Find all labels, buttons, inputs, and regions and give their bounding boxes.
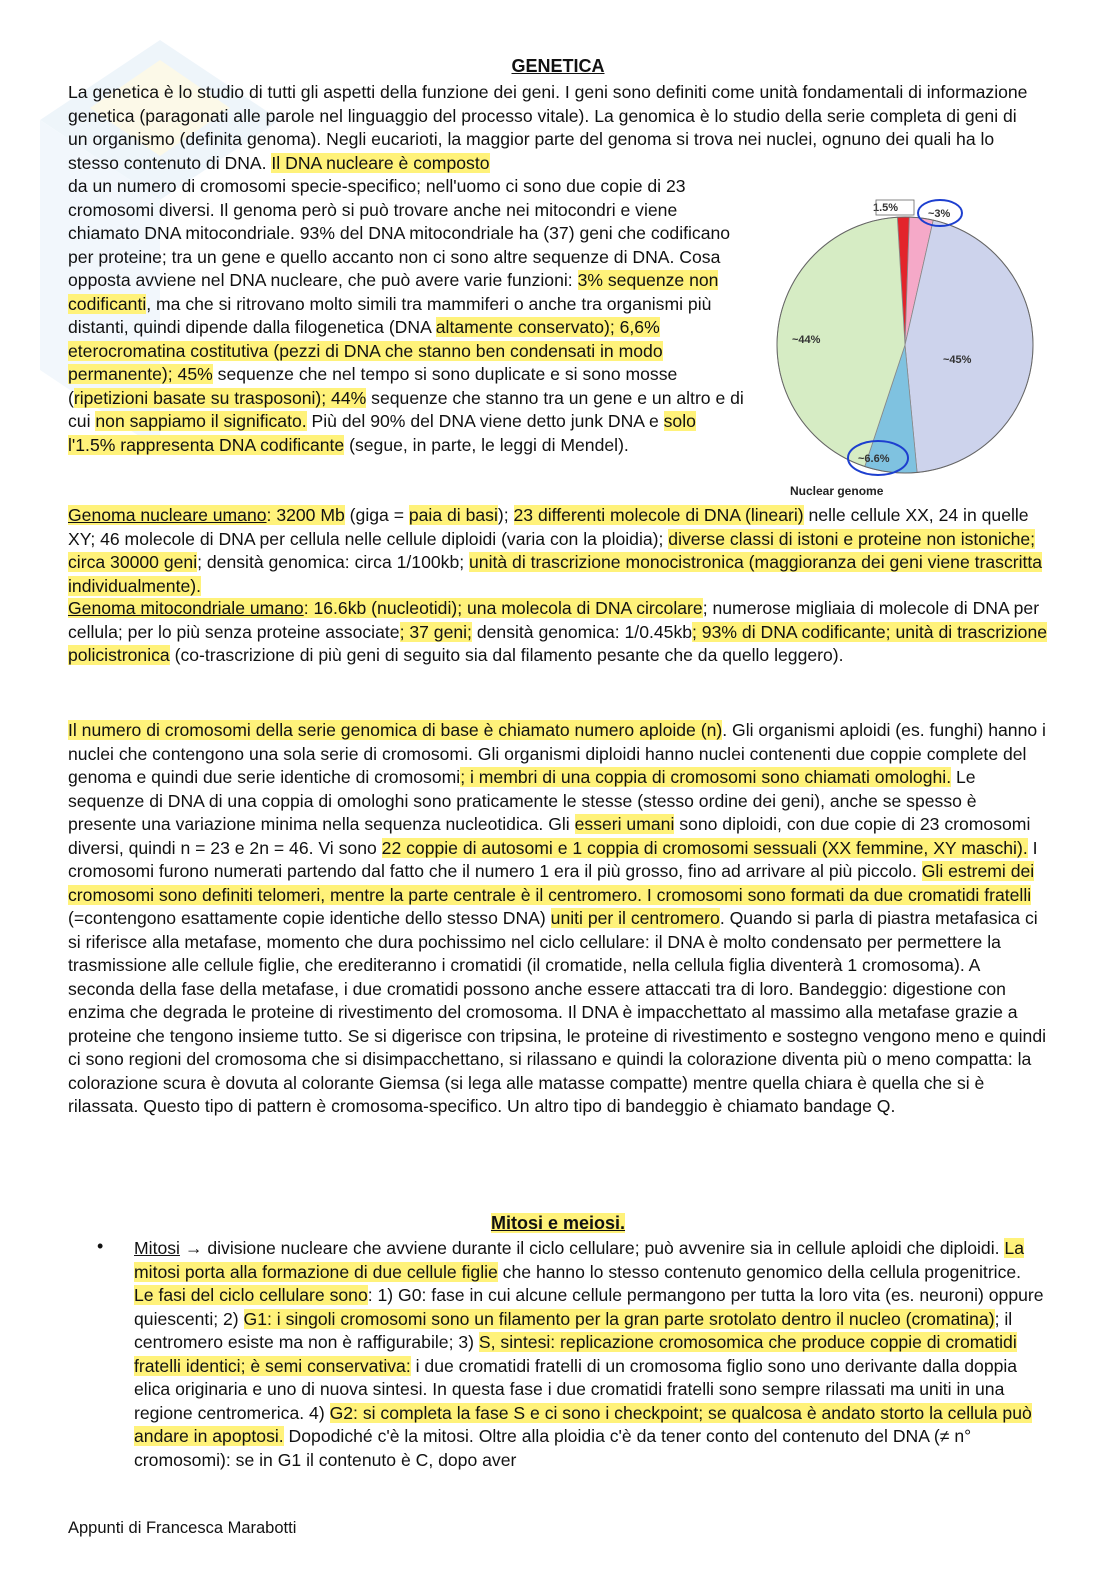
- highlight: unità di trascrizione monocistronica (maggioranza dei geni viene trascritta individualmente).: [68, 552, 1043, 596]
- pie-label-45: ~45%: [943, 354, 972, 366]
- text: (=contengono esattamente copie identiche dello stesso DNA): [68, 908, 551, 928]
- page-footer: Appunti di Francesca Marabotti: [68, 1519, 297, 1537]
- bullet-icon: •: [97, 1236, 104, 1256]
- text: La genetica è lo studio di tutti gli aspetti della funzione dei geni. I geni sono definiti come unità fondamentali di informazione genetica (paragonati alle parole nel linguaggio del processo vitale). La genomica è lo studio della serie completa di geni di un organismo (definita genoma). Negli eucarioti, la maggior parte del genoma si trova nei nuclei, ognuno dei quali ha lo stesso contenuto di DNA.: [68, 82, 1028, 173]
- term: Mitosi: [134, 1238, 180, 1258]
- text: (giga =: [344, 505, 409, 525]
- text: (co-trascrizione di più geni di seguito sia dal filamento pesante che da quello leggero).: [169, 645, 844, 665]
- page-title: GENETICA: [511, 56, 605, 76]
- text: );: [497, 505, 514, 525]
- text: : 1) G0: fase in cui alcune cellule permangono per tutta la loro vita (es. neuroni) oppure quiescenti; 2): [134, 1285, 1044, 1329]
- text: I cromosomi furono numerati partendo dal fatto che il numero 1 era il più grosso, fino ad arrivare al più piccolo.: [68, 837, 1038, 881]
- text: da un numero di cromosomi specie-specifico; nell'uomo ci sono due copie di 23 cromosomi diversi. Il genoma però si può trovare anche nei mitocondri e viene chiamato DNA mitocondriale. 93% del DNA mitocondriale ha (37) geni che codificano per proteine; tra un gene e quello accanto non ci sono altre sequenze di DNA. Cosa opposta avviene nel DNA nucleare, che può avere varie funzioni:: [68, 176, 731, 290]
- text: Dopodiché c'è la mitosi. Oltre alla ploidia c'è da tener conto del contenuto del DNA (≠ n° cromosomi): se in G1 il contenuto è C, dopo aver: [134, 1426, 972, 1470]
- text: ; numerose migliaia di molecole di DNA per cellula; per lo più senza proteine associate: [68, 598, 1040, 642]
- section-title: [0, 1213, 1116, 1234]
- text: sequenze che stanno tra un gene e un altro e di cui: [68, 387, 744, 431]
- text: ; il centromero esiste ma non è raffigurabile; 3): [134, 1308, 1013, 1352]
- mito-genome-paragraph: [68, 597, 1048, 668]
- highlight: : 16.6kb (nucleotidi); una molecola di DNA circolare: [303, 598, 703, 618]
- highlight: Genoma mitocondriale umano: [68, 598, 304, 618]
- pie-svg: [770, 195, 1040, 505]
- text: , ma che si ritrovano molto simili tra mammiferi o anche tra organismi più distanti, quindi dipende dalla filogenetica (DNA: [68, 293, 712, 337]
- highlight: Il numero di cromosomi della serie genomica di base è chiamato numero aploide (n): [68, 720, 723, 740]
- highlight: : 3200 Mb: [266, 505, 345, 525]
- highlight: G1: i singoli cromosomi sono un filamento per la gran parte srotolato dentro il nucleo (cromatina): [243, 1308, 995, 1329]
- text: sono diploidi, con due copie di 23 cromosomi diversi, quindi n = 23 e 2n = 46. Vi sono: [68, 814, 1031, 858]
- wrapped-text: [68, 175, 748, 457]
- highlight: ; i membri di una coppia di cromosomi sono chiamati omologhi.: [460, 767, 952, 787]
- text: che hanno lo stesso contenuto genomico della cellula progenitrice.: [497, 1261, 1022, 1282]
- highlight: 3% sequenze non codificanti: [68, 270, 719, 314]
- section-title-text: Mitosi e meiosi.: [490, 1213, 626, 1233]
- highlight: esseri umani: [574, 814, 675, 834]
- highlight: solo l'1.5% rappresenta DNA codificante: [68, 411, 696, 455]
- text: → divisione nucleare che avviene durante il ciclo cellulare; può avvenire sia in cellule aploidi che diploidi.: [179, 1238, 1005, 1258]
- highlight: uniti per il centromero: [550, 908, 720, 928]
- highlight: Il DNA nucleare è composto: [271, 152, 490, 173]
- pie-label-3: ~3%: [928, 208, 951, 220]
- highlight: 22 coppie di autosomi e 1 coppia di cromosomi sessuali (XX femmine, XY maschi).: [381, 837, 1028, 858]
- chart-caption: Nuclear genome: [790, 484, 884, 498]
- text: sequenze che nel tempo si sono duplicate e si sono mosse (: [68, 364, 678, 408]
- haploid-paragraph: [68, 719, 1048, 1119]
- text: (segue, in parte, le leggi di Mendel).: [349, 434, 629, 455]
- highlight: G2: si completa la fase S e ci sono i checkpoint; se qualcosa è andato storto la cellula può andare in apoptosi.: [134, 1402, 1032, 1446]
- highlight: altamente conservato); 6,6% eterocromatina costitutiva (pezzi di DNA che stanno ben condensati in modo permanente); 45%: [68, 317, 663, 384]
- highlight: paia di basi: [408, 505, 498, 525]
- text: densità genomica: 1/0.45kb: [471, 621, 693, 642]
- nuclear-genome-pie-chart: [770, 195, 1040, 505]
- text: . Gli organismi aploidi (es. funghi) hanno i nuclei che contengono una sola serie di cromosomi. Gli organismi diploidi hanno nuclei contenenti due coppie complete del genoma e quindi due serie identiche di cromosomi: [68, 720, 1046, 787]
- highlight: Genoma nucleare umano: [68, 505, 267, 525]
- nuclear-genome-paragraph: [68, 504, 1048, 598]
- pie-label-6.6: ~6.6%: [858, 453, 890, 465]
- highlight: ; 93% di DNA codificante; unità di trascrizione policistronica: [68, 621, 1048, 665]
- text: i due cromatidi fratelli di un cromosoma figlio sono uno derivante dalla doppia elica originaria e uno di nuova sintesi. In questa fase i due cromatidi fratelli sono sempre rilassati ma uniti in una regione centromerica. 4): [134, 1355, 1018, 1423]
- highlight: ; 37 geni;: [399, 621, 472, 642]
- text: . Quando si parla di piastra metafasica ci si riferisce alla metafase, momento che dura pochissimo nel ciclo cellulare: il DNA è molto condensato per permettere la trasmissione alle cellule figlie, che erediteranno i cromatidi (il cromatide, nella cellula figlia diventerà 1 cromosoma). A seconda della fase della metafase, i due cromatidi possono anche essere attaccati tra di loro. Bandeggio: digestione con enzima che degrada le proteine di rivestimento del cromosoma. Il DNA è impacchettato al massimo alla metafase grazie a proteine che tengono insieme tutto. Se si digerisce con tripsina, le proteine di rivestimento e sostegno vengono meno e quindi ci sono regioni del cromosoma che si disimpacchettano, si rilassano e quindi la colorazione diventa più o meno compatta: la colorazione scura è dovuta al colorante Giemsa (si lega alle matasse compatte) mentre quella chiara è quella che si è rilassata. Questo tipo di pattern è cromosoma-specifico. Un altro tipo di bandeggio è chiamato bandage Q.: [68, 908, 1047, 1116]
- highlight: Gli estremi dei cromosomi sono definiti telomeri, mentre la parte centrale è il centromero. I cromosomi sono formati da due cromatidi fratelli: [68, 861, 1035, 905]
- highlight: La mitosi porta alla formazione di due cellule figlie: [134, 1238, 1024, 1282]
- highlight: non sappiamo il significato.: [95, 411, 307, 431]
- text: Più del 90% del DNA viene detto junk DNA e: [311, 411, 659, 431]
- text: Le sequenze di DNA di una coppia di omologhi sono praticamente le stesse (stesso ordine dei geni), anche se spesso è presente una variazione minima nella sequenza nucleotidica. Gli: [68, 767, 977, 834]
- highlight: ripetizioni basate su trasposoni); 44%: [73, 387, 367, 408]
- mitosis-paragraph: [134, 1237, 1044, 1472]
- pie-label-44: ~44%: [792, 334, 821, 346]
- highlight: S, sintesi: replicazione cromosomica che produce coppie di cromatidi fratelli identici; è semi conservativa:: [134, 1332, 1017, 1376]
- highlight: 23 differenti molecole di DNA (lineari): [513, 505, 804, 525]
- highlight: Le fasi del ciclo cellulare sono: [134, 1285, 368, 1305]
- highlight: diverse classi di istoni e proteine non istoniche; circa 30000 geni: [68, 528, 1036, 572]
- text: nelle cellule XX, 24 in quelle XY; 46 molecole di DNA per cellula nelle cellule diploidi (varia con la ploidia);: [68, 505, 1029, 549]
- pie-label-1.5: 1.5%: [873, 202, 899, 214]
- text: ; densità genomica: circa 1/100kb;: [197, 552, 470, 572]
